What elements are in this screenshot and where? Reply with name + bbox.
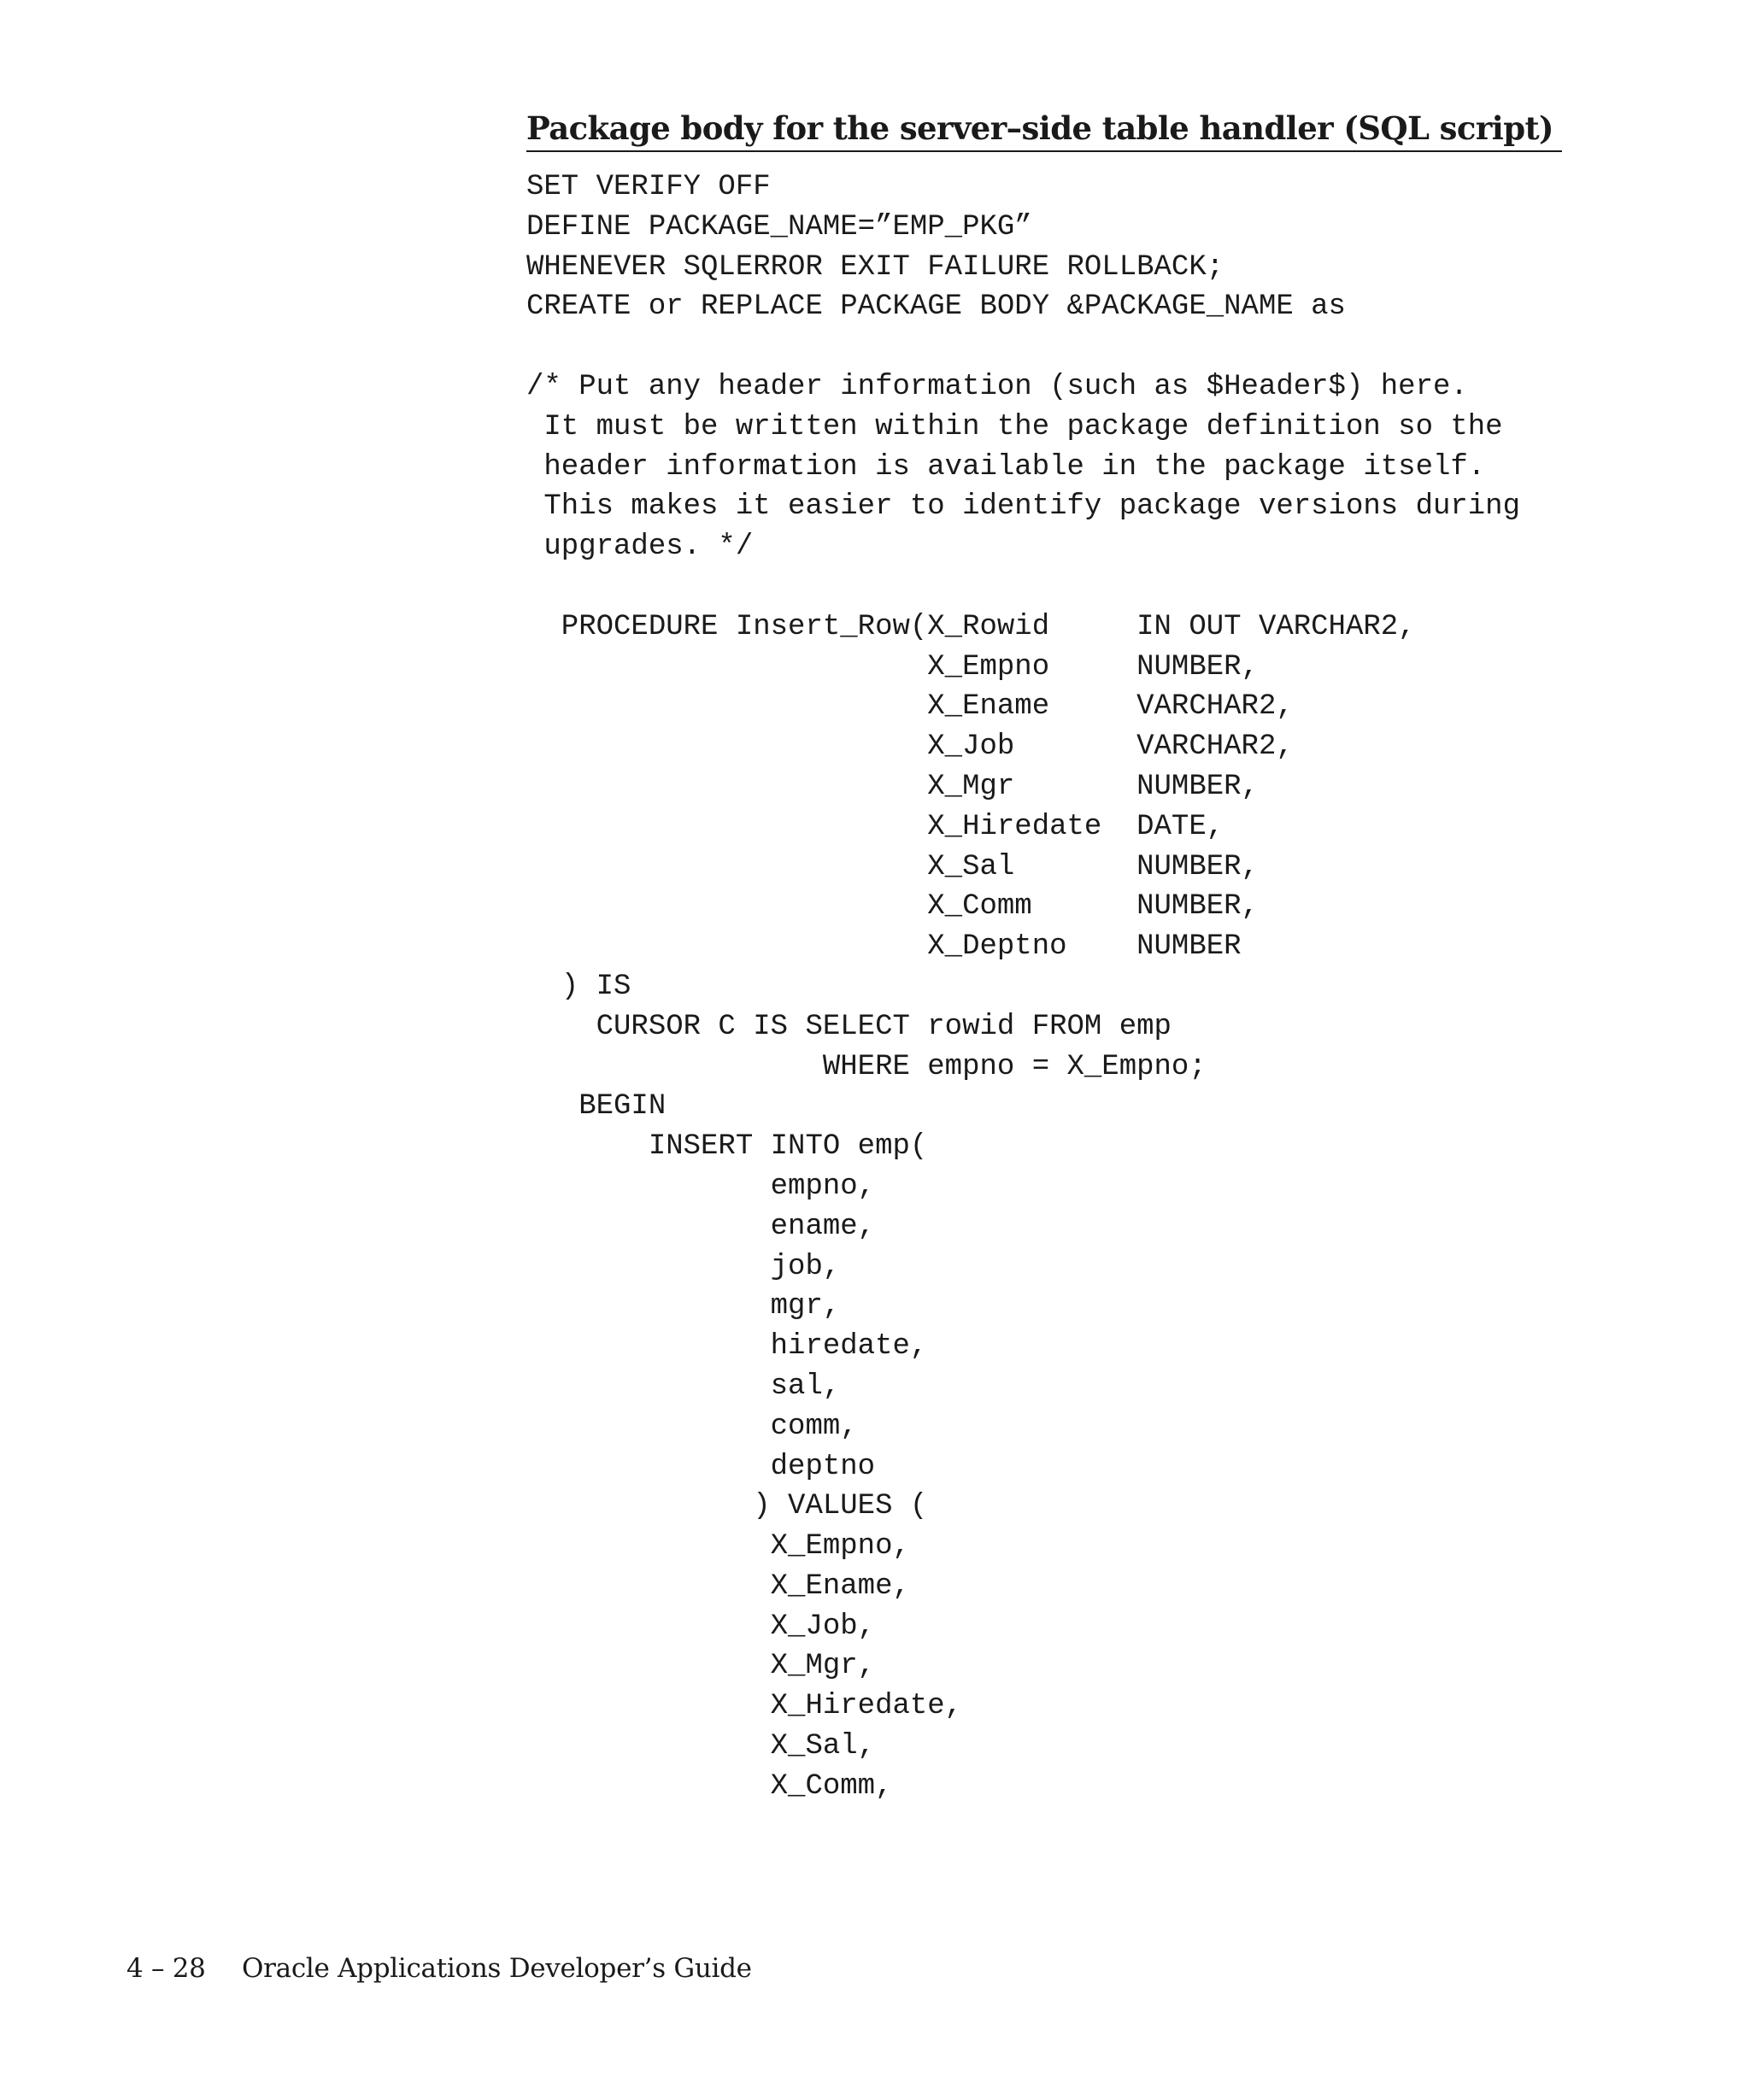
sql-code-listing: SET VERIFY OFF DEFINE PACKAGE_NAME=”EMP_PKG” WHENEVER SQLERROR EXIT FAILURE ROLLBACK; CREATE or REPLACE PACKAGE BODY &PACKAGE_NAME as /* Put any header information (such as $Header$) here. It must be written within the package definition so the header information is available in the package itself. This makes it easier to identify package versions during upgrades. */ PROCEDURE Insert_Row(X_Rowid IN OUT VARCHAR2, X_Empno NUMBER, X_Ename VARCHAR2, X_Job VARCHAR2, X_Mgr NUMBER, X_Hiredate DATE, X_Sal NUMBER, X_Comm NUMBER, X_Deptno NUMBER ) IS CURSOR C IS SELECT rowid FROM emp WHERE empno = X_Empno; BEGIN INSERT INTO emp( empno, ename, job, mgr, hiredate, sal, comm, deptno ) VALUES ( X_Empno, X_Ename, X_Job, X_Mgr, X_Hiredate, X_Sal, X_Comm, <box>526 171 1520 1803</box>
page-footer <box>126 1951 752 1986</box>
page-number: 4 – 28 <box>126 1953 206 1984</box>
book-title: Oracle Applications Developer’s Guide <box>242 1953 752 1984</box>
section-heading: Package body for the server–side table handler (SQL script) <box>526 106 1562 152</box>
